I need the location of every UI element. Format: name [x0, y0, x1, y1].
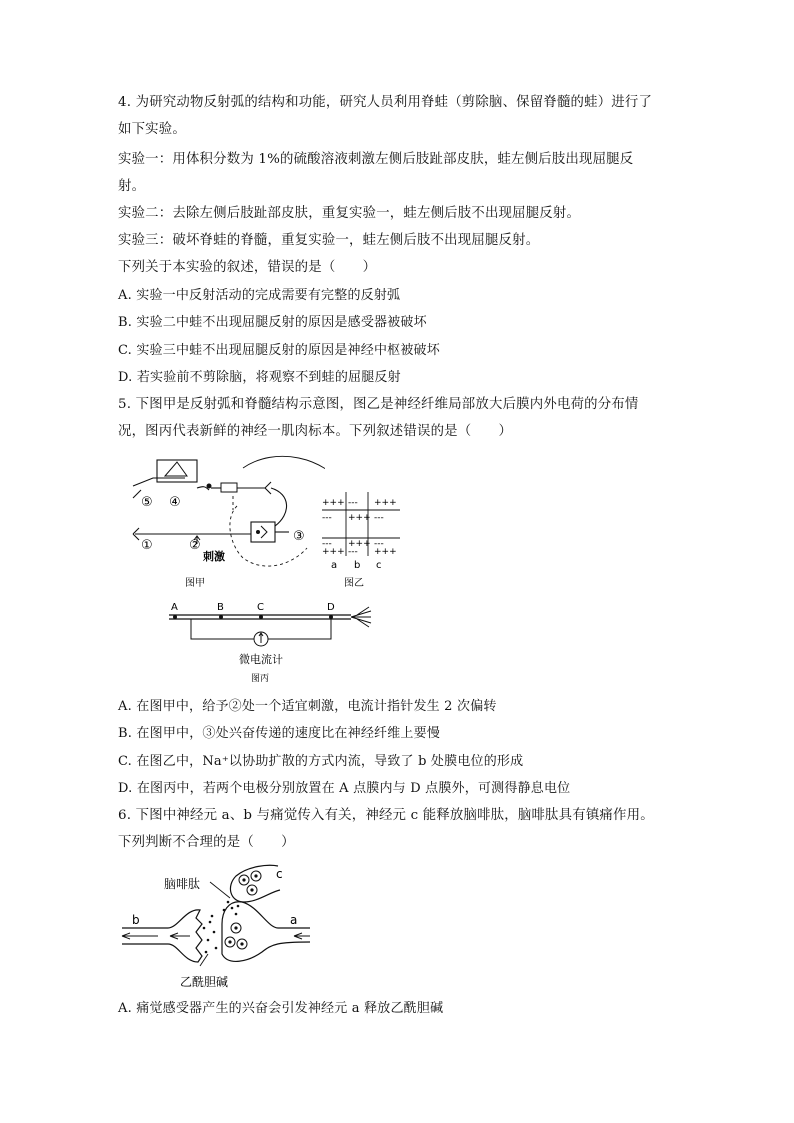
- fig-a-label-2: ②: [189, 538, 201, 553]
- q4-stem-line1: 4. 为研究动物反射弧的结构和功能，研究人员利用脊蛙（剪除脑、保留脊髓的蛙）进行了: [118, 95, 653, 110]
- fig-b-topinner-right: ---: [374, 513, 384, 523]
- fig-a-stimulus-label: 刺激: [203, 550, 225, 563]
- fig-c-point-a: A: [171, 602, 178, 613]
- figure-c-nerve-muscle: [165, 597, 385, 689]
- q4-option-a[interactable]: A. 实验一中反射活动的完成需要有完整的反射弧: [118, 288, 401, 303]
- q5-option-a[interactable]: A. 在图甲中，给予②处一个适宜刺激，电流计指针发生 2 次偏转: [118, 699, 497, 714]
- fig-q6-acetylcholine-label: 乙酰胆碱: [180, 975, 229, 989]
- fig-b-bottom-right: +++: [374, 547, 397, 557]
- fig-b-caption: 图乙: [344, 578, 364, 589]
- fig-b-top-mid: ---: [348, 498, 358, 508]
- q5-option-b[interactable]: B. 在图甲中，③处兴奋传递的速度比在神经纤维上要慢: [118, 726, 441, 741]
- fig-q6-label-c: c: [276, 867, 283, 881]
- q5-stem-line2: 况，图丙代表新鲜的神经一肌肉标本。下列叙述错误的是（ ）: [118, 424, 513, 439]
- fig-q6-enkephalin-label: 脑啡肽: [164, 877, 201, 891]
- fig-b-topinner-left: ---: [322, 513, 332, 523]
- q4-option-d[interactable]: D. 若实验前不剪除脑，将观察不到蛙的屈腿反射: [118, 370, 401, 385]
- q6-stem-line2: 下列判断不合理的是（ ）: [118, 835, 295, 850]
- fig-b-top-right: +++: [374, 498, 397, 508]
- fig-a-label-3: ③: [293, 529, 305, 544]
- fig-b-point-b: b: [354, 560, 361, 571]
- fig-b-top-left: +++: [322, 498, 345, 508]
- fig-c-point-d: D: [327, 602, 335, 613]
- q4-experiment1-line1: 实验一：用体积分数为 1%的硫酸溶液刺激左侧后肢趾部皮肤，蛙左侧后肢出现屈腿反: [118, 152, 634, 167]
- figure-b-membrane-charges: [318, 490, 408, 592]
- fig-a-label-4: ④: [169, 495, 181, 510]
- fig-b-point-a: a: [331, 560, 338, 571]
- q6-option-a[interactable]: A. 痛觉感受器产生的兴奋会引发神经元 a 释放乙酰胆碱: [118, 1001, 444, 1016]
- fig-b-bottom-left: +++: [322, 547, 345, 557]
- figure-a-reflex-arc: [125, 448, 325, 593]
- fig-c-point-c: C: [257, 602, 264, 613]
- fig-c-meter-label: 微电流计: [239, 653, 283, 666]
- fig-q6-label-a: a: [290, 913, 298, 927]
- fig-b-bottom-mid: ---: [348, 547, 358, 557]
- q4-experiment3: 实验三：破坏脊蛙的脊髓，重复实验一，蛙左侧后肢不出现屈腿反射。: [118, 233, 540, 248]
- fig-q6-label-b: b: [132, 913, 140, 927]
- fig-c-point-b: B: [217, 602, 224, 613]
- fig-b-point-c: c: [376, 560, 382, 571]
- fig-b-botinner-right: ---: [374, 539, 384, 549]
- q4-experiment2: 实验二：去除左侧后肢趾部皮肤，重复实验一，蛙左侧后肢不出现屈腿反射。: [118, 206, 581, 221]
- q5-option-d[interactable]: D. 在图丙中，若两个电极分别放置在 A 点膜内与 D 点膜外，可测得静息电位: [118, 781, 571, 796]
- fig-c-caption: 图丙: [251, 674, 270, 684]
- q6-stem-line1: 6. 下图中神经元 a、b 与痛觉传入有关，神经元 c 能释放脑啡肽，脑啡肽具有镇痛作用。: [118, 808, 654, 823]
- q4-option-c[interactable]: C. 实验三中蛙不出现屈腿反射的原因是神经中枢被破坏: [118, 343, 440, 358]
- q5-stem-line1: 5. 下图甲是反射弧和脊髓结构示意图，图乙是神经纤维局部放大后膜内外电荷的分布情: [118, 397, 639, 412]
- q4-option-b[interactable]: B. 实验二中蛙不出现屈腿反射的原因是感受器被破坏: [118, 315, 427, 330]
- q4-question: 下列关于本实验的叙述，错误的是（ ）: [118, 260, 377, 275]
- fig-a-label-1: ①: [141, 538, 153, 553]
- fig-b-botinner-mid: +++: [348, 539, 371, 549]
- figure-q6-synapse: [118, 862, 318, 992]
- q5-option-c[interactable]: C. 在图乙中，Na⁺以协助扩散的方式内流，导致了 b 处膜电位的形成: [118, 754, 524, 769]
- fig-b-botinner-left: ---: [322, 539, 332, 549]
- fig-b-topinner-mid: +++: [348, 513, 371, 523]
- fig-a-label-5: ⑤: [141, 495, 153, 510]
- q4-stem-line2: 如下实验。: [118, 122, 186, 137]
- q4-experiment1-line2: 射。: [118, 179, 146, 194]
- fig-a-caption: 图甲: [185, 578, 205, 589]
